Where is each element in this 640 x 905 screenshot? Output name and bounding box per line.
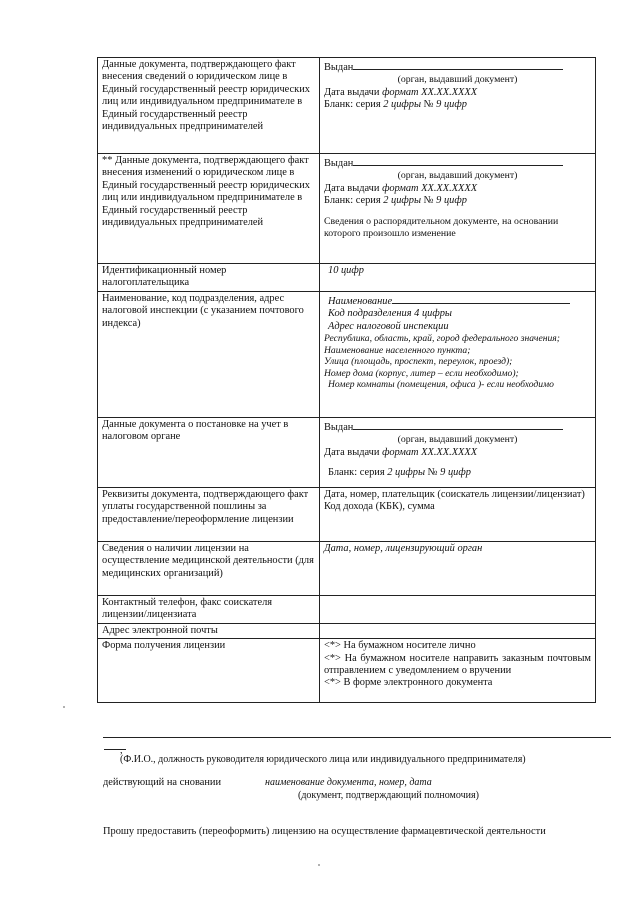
tax-registration-row xyxy=(98,417,596,487)
contact-phone-row xyxy=(98,595,596,623)
tax-office-code: Код подразделения 4 цифры xyxy=(328,308,452,320)
tax-office-address: Адрес налоговой инспекции xyxy=(328,320,449,332)
issued-blank-line xyxy=(353,155,563,166)
tax-office-label: Наименование, код подразделения, адрес налоговой инспекции (с указанием почтового индекса) xyxy=(98,291,320,417)
date-label: Дата выдачи xyxy=(324,446,380,458)
issued-caption: (орган, выдавший документ) xyxy=(397,170,518,182)
egrul-changes-label: ** Данные документа, подтверждающего факт внесения изменений о юридическом лице в Единый государственный реестр юридических лиц или индивидуальном предпринимателе в Единый государственный реестр индивидуальных предпринимателей xyxy=(98,154,320,264)
state-fee-row xyxy=(98,487,596,541)
tax-office-detail: Республика, область, край, город федерального значения; xyxy=(324,333,560,345)
admin-document-note: Сведения о распорядительном документе, на основании которого произошло изменение xyxy=(324,215,559,240)
form-no-label: № xyxy=(423,195,434,207)
contact-phone-label: Контактный телефон, факс соискателя лицензии/лицензиата xyxy=(98,595,320,623)
date-label: Дата выдачи xyxy=(324,182,380,194)
tax-office-detail: Улица (площадь, проспект, переулок, проезд); xyxy=(324,356,513,368)
request-text: Прошу предоставить (переоформить) лицензию на осуществление фармацевтической деятельности xyxy=(103,826,546,837)
tax-office-detail: Номер дома (корпус, литер – если необходимо); xyxy=(324,367,519,379)
state-fee-value: Дата, номер, плательщик (соискатель лицензии/лицензиат) xyxy=(324,488,585,500)
authority-basis-label: действующий на сновании xyxy=(103,777,222,788)
tax-office-name: Наименование xyxy=(328,295,393,307)
egrul-document-value-cell xyxy=(320,58,596,154)
tax-office-row xyxy=(98,291,596,417)
inn-row xyxy=(98,264,596,292)
date-format: формат XX.XX.XXXX xyxy=(382,182,478,194)
form-no-label: № xyxy=(423,99,434,111)
inn-value: 10 цифр xyxy=(328,265,364,276)
tax-office-detail: Наименование населенного пункта; xyxy=(324,344,471,356)
date-format: формат XX.XX.XXXX xyxy=(382,446,478,458)
medical-license-value: Дата, номер, лицензирующий орган xyxy=(324,542,483,554)
license-form-option: <*> На бумажном носителе направить заказным почтовым отправлением с уведомлением о вручении xyxy=(324,652,591,677)
state-fee-value-2: Код дохода (КБК), сумма xyxy=(324,501,435,513)
form-number: 9 цифр xyxy=(440,467,471,479)
egrul-document-label: Данные документа, подтверждающего факт внесения сведений о юридическом лице в Единый государственный реестр юридических лиц или индивидуальном предпринимателе в Единый государственный реестр индивидуальных предпринимателей xyxy=(98,58,320,154)
form-label: Бланк: серия xyxy=(324,99,381,111)
tax-registration-value-cell xyxy=(320,417,596,487)
issued-caption: (орган, выдавший документ) xyxy=(397,74,518,86)
form-number: 9 цифр xyxy=(436,195,467,207)
medical-license-label: Сведения о наличии лицензии на осуществление медицинской деятельности (для медицинских организаций) xyxy=(98,541,320,595)
tax-office-name-line xyxy=(392,293,570,304)
issued-blank-line xyxy=(353,59,563,70)
email-label: Адрес электронной почты xyxy=(98,623,320,638)
signature-short-line xyxy=(104,749,126,750)
date-format: формат XX.XX.XXXX xyxy=(382,86,478,98)
state-fee-value-cell xyxy=(320,487,596,541)
state-fee-label: Реквизиты документа, подтверждающего факт уплаты государственной пошлины за предоставление/переоформление лицензии xyxy=(98,487,320,541)
tax-office-value-cell xyxy=(320,291,596,417)
license-form-label: Форма получения лицензии xyxy=(98,639,320,703)
license-form-value-cell xyxy=(320,639,596,703)
egrul-changes-value-cell xyxy=(320,154,596,264)
authority-basis-caption: (документ, подтверждающий полномочия) xyxy=(298,790,479,801)
form-label: Бланк: серия xyxy=(324,195,381,207)
egrul-document-row xyxy=(98,58,596,154)
contact-phone-value xyxy=(320,595,596,623)
authority-basis-value: наименование документа, номер, дата xyxy=(265,777,432,788)
inn-value-cell xyxy=(320,264,596,292)
signature-line xyxy=(103,737,611,738)
form-no-label: № xyxy=(427,467,438,479)
license-application-form-table xyxy=(97,57,596,703)
issued-label: Выдан xyxy=(324,158,354,169)
tax-registration-label: Данные документа о постановке на учет в налоговом органе xyxy=(98,417,320,487)
inn-label: Идентификационный номер налогоплательщика xyxy=(98,264,320,292)
issued-caption: (орган, выдавший документ) xyxy=(397,434,518,446)
form-series: 2 цифры xyxy=(383,195,422,207)
form-series: 2 цифры xyxy=(383,99,422,111)
email-value xyxy=(320,623,596,638)
license-form-option: <*> В форме электронного документа xyxy=(324,677,493,689)
signature-comma: , xyxy=(120,745,123,756)
egrul-changes-row xyxy=(98,154,596,264)
tax-office-detail: Номер комнаты (помещения, офиса )- если необходимо xyxy=(328,379,554,391)
date-label: Дата выдачи xyxy=(324,86,380,98)
medical-license-value-cell xyxy=(320,541,596,595)
signature-caption: (Ф.И.О., должность руководителя юридического лица или индивидуального предпринимателя) xyxy=(120,754,526,765)
issued-blank-line xyxy=(353,419,563,430)
form-series: 2 цифры xyxy=(387,467,426,479)
issued-label: Выдан xyxy=(324,421,354,433)
license-form-row xyxy=(98,639,596,703)
medical-license-row xyxy=(98,541,596,595)
form-label: Бланк: серия xyxy=(328,467,385,479)
scan-speck xyxy=(63,706,65,708)
form-number: 9 цифр xyxy=(436,99,467,111)
license-form-option: <*> На бумажном носителе лично xyxy=(324,640,476,652)
scan-speck xyxy=(318,864,320,866)
issued-label: Выдан xyxy=(324,62,354,73)
email-row xyxy=(98,623,596,638)
